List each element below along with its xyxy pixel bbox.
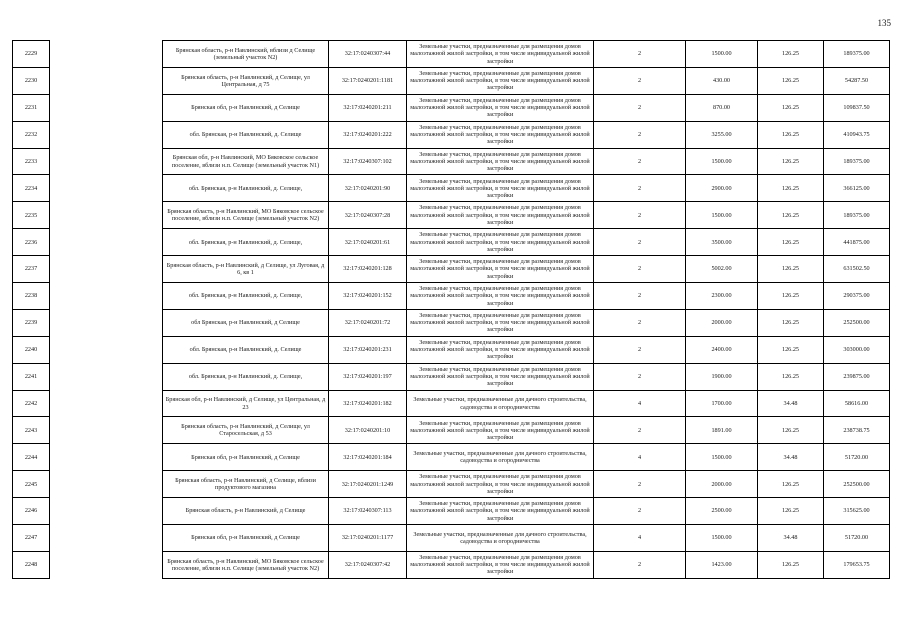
rate-value: 126.25 bbox=[758, 363, 824, 390]
address-cell: обл. Брянская, р-н Навлинский, д. Селище, bbox=[163, 229, 329, 256]
cadastral-number: 32:17:0240307:28 bbox=[329, 202, 407, 229]
land-purpose: Земельные участки, предназначенные для размещения домов малоэтажной жилой застройки, в том числе индивидуальной жилой застройки bbox=[407, 551, 594, 578]
spacer-cell bbox=[50, 336, 163, 363]
address-cell: обл. Брянская, р-н Навлинский, д. Селище, bbox=[163, 175, 329, 202]
address-cell: Брянская область, р-н Навлинский, МО Бяковское сельское поселение, вблизи н.п. Селище (земельный участок N2) bbox=[163, 551, 329, 578]
address-cell: Брянская область, р-н Навлинский, д Селище bbox=[163, 498, 329, 525]
area-value: 1500.00 bbox=[686, 41, 758, 68]
land-purpose: Земельные участки, предназначенные для размещения домов малоэтажной жилой застройки, в том числе индивидуальной жилой застройки bbox=[407, 309, 594, 336]
area-value: 3500.00 bbox=[686, 229, 758, 256]
cadastral-number: 32:17:0240201:184 bbox=[329, 444, 407, 471]
row-number: 2237 bbox=[13, 256, 50, 283]
cadastral-value: 410943.75 bbox=[824, 121, 890, 148]
row-number: 2241 bbox=[13, 363, 50, 390]
rate-value: 126.25 bbox=[758, 498, 824, 525]
row-number: 2244 bbox=[13, 444, 50, 471]
spacer-cell bbox=[50, 551, 163, 578]
rate-value: 126.25 bbox=[758, 121, 824, 148]
spacer-cell bbox=[50, 417, 163, 444]
spacer-cell bbox=[50, 390, 163, 417]
table-row bbox=[13, 121, 890, 148]
cadastral-value: 54287.50 bbox=[824, 67, 890, 94]
area-value: 2400.00 bbox=[686, 336, 758, 363]
cadastral-number: 32:17:0240201:90 bbox=[329, 175, 407, 202]
row-number: 2231 bbox=[13, 94, 50, 121]
area-value: 2000.00 bbox=[686, 309, 758, 336]
rate-value: 126.25 bbox=[758, 551, 824, 578]
table-row bbox=[13, 202, 890, 229]
table-row bbox=[13, 525, 890, 552]
spacer-cell bbox=[50, 202, 163, 229]
table-row bbox=[13, 148, 890, 175]
land-purpose: Земельные участки, предназначенные для размещения домов малоэтажной жилой застройки, в том числе индивидуальной жилой застройки bbox=[407, 41, 594, 68]
cadastral-value: 441875.00 bbox=[824, 229, 890, 256]
land-purpose: Земельные участки, предназначенные для размещения домов малоэтажной жилой застройки, в том числе индивидуальной жилой застройки bbox=[407, 417, 594, 444]
cadastral-number: 32:17:0240201:222 bbox=[329, 121, 407, 148]
category-code: 2 bbox=[594, 229, 686, 256]
cadastral-number: 32:17:0240201:10 bbox=[329, 417, 407, 444]
row-number: 2235 bbox=[13, 202, 50, 229]
category-code: 2 bbox=[594, 283, 686, 310]
land-purpose: Земельные участки, предназначенные для размещения домов малоэтажной жилой застройки, в том числе индивидуальной жилой застройки bbox=[407, 498, 594, 525]
row-number: 2242 bbox=[13, 390, 50, 417]
cadastral-value: 631502.50 bbox=[824, 256, 890, 283]
table-row bbox=[13, 390, 890, 417]
cadastral-value: 303000.00 bbox=[824, 336, 890, 363]
category-code: 2 bbox=[594, 309, 686, 336]
rate-value: 126.25 bbox=[758, 175, 824, 202]
area-value: 2900.00 bbox=[686, 175, 758, 202]
cadastral-number: 32:17:0240307:44 bbox=[329, 41, 407, 68]
table-row bbox=[13, 283, 890, 310]
land-purpose: Земельные участки, предназначенные для размещения домов малоэтажной жилой застройки, в том числе индивидуальной жилой застройки bbox=[407, 202, 594, 229]
cadastral-number: 32:17:0240307:113 bbox=[329, 498, 407, 525]
spacer-cell bbox=[50, 121, 163, 148]
land-purpose: Земельные участки, предназначенные для дачного строительства, садоводства и огородничества bbox=[407, 390, 594, 417]
spacer-cell bbox=[50, 41, 163, 68]
cadastral-number: 32:17:0240201:1249 bbox=[329, 471, 407, 498]
land-purpose: Земельные участки, предназначенные для размещения домов малоэтажной жилой застройки, в том числе индивидуальной жилой застройки bbox=[407, 336, 594, 363]
cadastral-value: 179653.75 bbox=[824, 551, 890, 578]
row-number: 2248 bbox=[13, 551, 50, 578]
land-purpose: Земельные участки, предназначенные для размещения домов малоэтажной жилой застройки, в том числе индивидуальной жилой застройки bbox=[407, 148, 594, 175]
address-cell: Брянская обл, р-н Навлинский, д Селище bbox=[163, 94, 329, 121]
row-number: 2234 bbox=[13, 175, 50, 202]
cadastral-value: 58616.00 bbox=[824, 390, 890, 417]
table-row bbox=[13, 444, 890, 471]
rate-value: 34.48 bbox=[758, 444, 824, 471]
land-purpose: Земельные участки, предназначенные для размещения домов малоэтажной жилой застройки, в том числе индивидуальной жилой застройки bbox=[407, 229, 594, 256]
row-number: 2239 bbox=[13, 309, 50, 336]
area-value: 3255.00 bbox=[686, 121, 758, 148]
spacer-cell bbox=[50, 309, 163, 336]
spacer-cell bbox=[50, 229, 163, 256]
table-body bbox=[13, 41, 890, 579]
cadastral-value: 51720.00 bbox=[824, 444, 890, 471]
row-number: 2240 bbox=[13, 336, 50, 363]
table-row bbox=[13, 551, 890, 578]
table-row bbox=[13, 309, 890, 336]
cadastral-value: 189375.00 bbox=[824, 202, 890, 229]
table-row bbox=[13, 498, 890, 525]
row-number: 2232 bbox=[13, 121, 50, 148]
rate-value: 126.25 bbox=[758, 471, 824, 498]
cadastral-number: 32:17:0240201:182 bbox=[329, 390, 407, 417]
row-number: 2230 bbox=[13, 67, 50, 94]
row-number: 2233 bbox=[13, 148, 50, 175]
area-value: 1500.00 bbox=[686, 444, 758, 471]
spacer-cell bbox=[50, 175, 163, 202]
land-purpose: Земельные участки, предназначенные для размещения домов малоэтажной жилой застройки, в том числе индивидуальной жилой застройки bbox=[407, 175, 594, 202]
address-cell: Брянская обл, р-н Навлинский, д Селище bbox=[163, 525, 329, 552]
table-row bbox=[13, 363, 890, 390]
rate-value: 126.25 bbox=[758, 41, 824, 68]
cadastral-value: 238738.75 bbox=[824, 417, 890, 444]
category-code: 4 bbox=[594, 444, 686, 471]
cadastral-number: 32:17:0240201:1181 bbox=[329, 67, 407, 94]
table-row bbox=[13, 229, 890, 256]
cadastral-number: 32:17:0240307:102 bbox=[329, 148, 407, 175]
cadastral-number: 32:17:0240201:72 bbox=[329, 309, 407, 336]
category-code: 2 bbox=[594, 67, 686, 94]
land-purpose: Земельные участки, предназначенные для дачного строительства, садоводства и огородничества bbox=[407, 444, 594, 471]
row-number: 2247 bbox=[13, 525, 50, 552]
spacer-cell bbox=[50, 94, 163, 121]
area-value: 1700.00 bbox=[686, 390, 758, 417]
spacer-cell bbox=[50, 256, 163, 283]
area-value: 2000.00 bbox=[686, 471, 758, 498]
cadastral-value: 109837.50 bbox=[824, 94, 890, 121]
category-code: 4 bbox=[594, 390, 686, 417]
area-value: 5002.00 bbox=[686, 256, 758, 283]
land-purpose: Земельные участки, предназначенные для размещения домов малоэтажной жилой застройки, в том числе индивидуальной жилой застройки bbox=[407, 67, 594, 94]
cadastral-value: 189375.00 bbox=[824, 41, 890, 68]
category-code: 2 bbox=[594, 471, 686, 498]
category-code: 2 bbox=[594, 202, 686, 229]
spacer-cell bbox=[50, 471, 163, 498]
cadastral-value: 252500.00 bbox=[824, 309, 890, 336]
category-code: 2 bbox=[594, 148, 686, 175]
table-row bbox=[13, 41, 890, 68]
address-cell: обл. Брянская, р-н Навлинский, д. Селище, bbox=[163, 363, 329, 390]
rate-value: 126.25 bbox=[758, 417, 824, 444]
land-purpose: Земельные участки, предназначенные для размещения домов малоэтажной жилой застройки, в том числе индивидуальной жилой застройки bbox=[407, 121, 594, 148]
land-purpose: Земельные участки, предназначенные для размещения домов малоэтажной жилой застройки, в том числе индивидуальной жилой застройки bbox=[407, 363, 594, 390]
address-cell: Брянская область, р-н Навлинский, вблизи д Селище (земельный участок N2) bbox=[163, 41, 329, 68]
spacer-cell bbox=[50, 525, 163, 552]
rate-value: 126.25 bbox=[758, 283, 824, 310]
cadastral-number: 32:17:0240201:152 bbox=[329, 283, 407, 310]
rate-value: 126.25 bbox=[758, 309, 824, 336]
spacer-cell bbox=[50, 444, 163, 471]
rate-value: 126.25 bbox=[758, 202, 824, 229]
cadastral-value: 315625.00 bbox=[824, 498, 890, 525]
land-purpose: Земельные участки, предназначенные для дачного строительства, садоводства и огородничества bbox=[407, 525, 594, 552]
category-code: 2 bbox=[594, 41, 686, 68]
land-purpose: Земельные участки, предназначенные для размещения домов малоэтажной жилой застройки, в том числе индивидуальной жилой застройки bbox=[407, 94, 594, 121]
address-cell: Брянская область, р-н Навлинский, МО Бяковское сельское поселение, вблизи н.п. Селище (земельный участок N2) bbox=[163, 202, 329, 229]
row-number: 2246 bbox=[13, 498, 50, 525]
category-code: 2 bbox=[594, 94, 686, 121]
address-cell: Брянская область, р-н Навлинский, д Селище, ул Центральная, д 75 bbox=[163, 67, 329, 94]
address-cell: обл. Брянская, р-н Навлинский, д. Селище bbox=[163, 336, 329, 363]
row-number: 2238 bbox=[13, 283, 50, 310]
land-registry-table bbox=[12, 40, 890, 579]
spacer-cell bbox=[50, 283, 163, 310]
category-code: 2 bbox=[594, 175, 686, 202]
category-code: 2 bbox=[594, 256, 686, 283]
address-cell: обл. Брянская, р-н Навлинский, д. Селище bbox=[163, 121, 329, 148]
table-row bbox=[13, 256, 890, 283]
rate-value: 126.25 bbox=[758, 148, 824, 175]
row-number: 2236 bbox=[13, 229, 50, 256]
row-number: 2245 bbox=[13, 471, 50, 498]
cadastral-number: 32:17:0240201:61 bbox=[329, 229, 407, 256]
rate-value: 34.48 bbox=[758, 525, 824, 552]
cadastral-value: 189375.00 bbox=[824, 148, 890, 175]
row-number: 2229 bbox=[13, 41, 50, 68]
rate-value: 126.25 bbox=[758, 336, 824, 363]
table-row bbox=[13, 336, 890, 363]
spacer-cell bbox=[50, 498, 163, 525]
land-purpose: Земельные участки, предназначенные для размещения домов малоэтажной жилой застройки, в том числе индивидуальной жилой застройки bbox=[407, 471, 594, 498]
table-row bbox=[13, 67, 890, 94]
table-row bbox=[13, 175, 890, 202]
table-row bbox=[13, 417, 890, 444]
spacer-cell bbox=[50, 67, 163, 94]
area-value: 1423.00 bbox=[686, 551, 758, 578]
table-row bbox=[13, 471, 890, 498]
category-code: 2 bbox=[594, 121, 686, 148]
rate-value: 126.25 bbox=[758, 256, 824, 283]
address-cell: обл. Брянская, р-н Навлинский, д. Селище, bbox=[163, 283, 329, 310]
address-cell: Брянская обл, р-н Навлинский, д Селище bbox=[163, 444, 329, 471]
area-value: 1900.00 bbox=[686, 363, 758, 390]
area-value: 1891.00 bbox=[686, 417, 758, 444]
cadastral-number: 32:17:0240201:1177 bbox=[329, 525, 407, 552]
cadastral-number: 32:17:0240201:128 bbox=[329, 256, 407, 283]
cadastral-number: 32:17:0240307:42 bbox=[329, 551, 407, 578]
address-cell: обл Брянская, р-н Навлинский, д Селище bbox=[163, 309, 329, 336]
category-code: 4 bbox=[594, 525, 686, 552]
category-code: 2 bbox=[594, 363, 686, 390]
address-cell: Брянская обл, р-н Навлинский, д Селище, ул Центральная, д 23 bbox=[163, 390, 329, 417]
category-code: 2 bbox=[594, 336, 686, 363]
area-value: 2300.00 bbox=[686, 283, 758, 310]
area-value: 1500.00 bbox=[686, 202, 758, 229]
address-cell: Брянская область, р-н Навлинский, д Селище, вблизи продуктового магазина bbox=[163, 471, 329, 498]
cadastral-value: 366125.00 bbox=[824, 175, 890, 202]
address-cell: Брянская область, р-н Навлинский, д Селище, ул Старосельская, д 53 bbox=[163, 417, 329, 444]
page-number: 135 bbox=[877, 18, 891, 28]
spacer-cell bbox=[50, 363, 163, 390]
cadastral-number: 32:17:0240201:197 bbox=[329, 363, 407, 390]
land-purpose: Земельные участки, предназначенные для размещения домов малоэтажной жилой застройки, в том числе индивидуальной жилой застройки bbox=[407, 283, 594, 310]
cadastral-value: 239875.00 bbox=[824, 363, 890, 390]
area-value: 2500.00 bbox=[686, 498, 758, 525]
address-cell: Брянская область, р-н Навлинский, д Селище, ул Луговая, д 6, кв 1 bbox=[163, 256, 329, 283]
table-row bbox=[13, 94, 890, 121]
category-code: 2 bbox=[594, 417, 686, 444]
rate-value: 126.25 bbox=[758, 67, 824, 94]
category-code: 2 bbox=[594, 498, 686, 525]
rate-value: 126.25 bbox=[758, 229, 824, 256]
cadastral-value: 252500.00 bbox=[824, 471, 890, 498]
cadastral-value: 51720.00 bbox=[824, 525, 890, 552]
rate-value: 126.25 bbox=[758, 94, 824, 121]
row-number: 2243 bbox=[13, 417, 50, 444]
area-value: 1500.00 bbox=[686, 148, 758, 175]
cadastral-number: 32:17:0240201:231 bbox=[329, 336, 407, 363]
area-value: 430.00 bbox=[686, 67, 758, 94]
land-purpose: Земельные участки, предназначенные для размещения домов малоэтажной жилой застройки, в том числе индивидуальной жилой застройки bbox=[407, 256, 594, 283]
cadastral-value: 290375.00 bbox=[824, 283, 890, 310]
category-code: 2 bbox=[594, 551, 686, 578]
cadastral-number: 32:17:0240201:211 bbox=[329, 94, 407, 121]
address-cell: Брянская обл, р-н Навлинский, МО Бяковское сельское поселение, вблизи н.п. Селище (земельный участок N1) bbox=[163, 148, 329, 175]
area-value: 870.00 bbox=[686, 94, 758, 121]
area-value: 1500.00 bbox=[686, 525, 758, 552]
rate-value: 34.48 bbox=[758, 390, 824, 417]
spacer-cell bbox=[50, 148, 163, 175]
